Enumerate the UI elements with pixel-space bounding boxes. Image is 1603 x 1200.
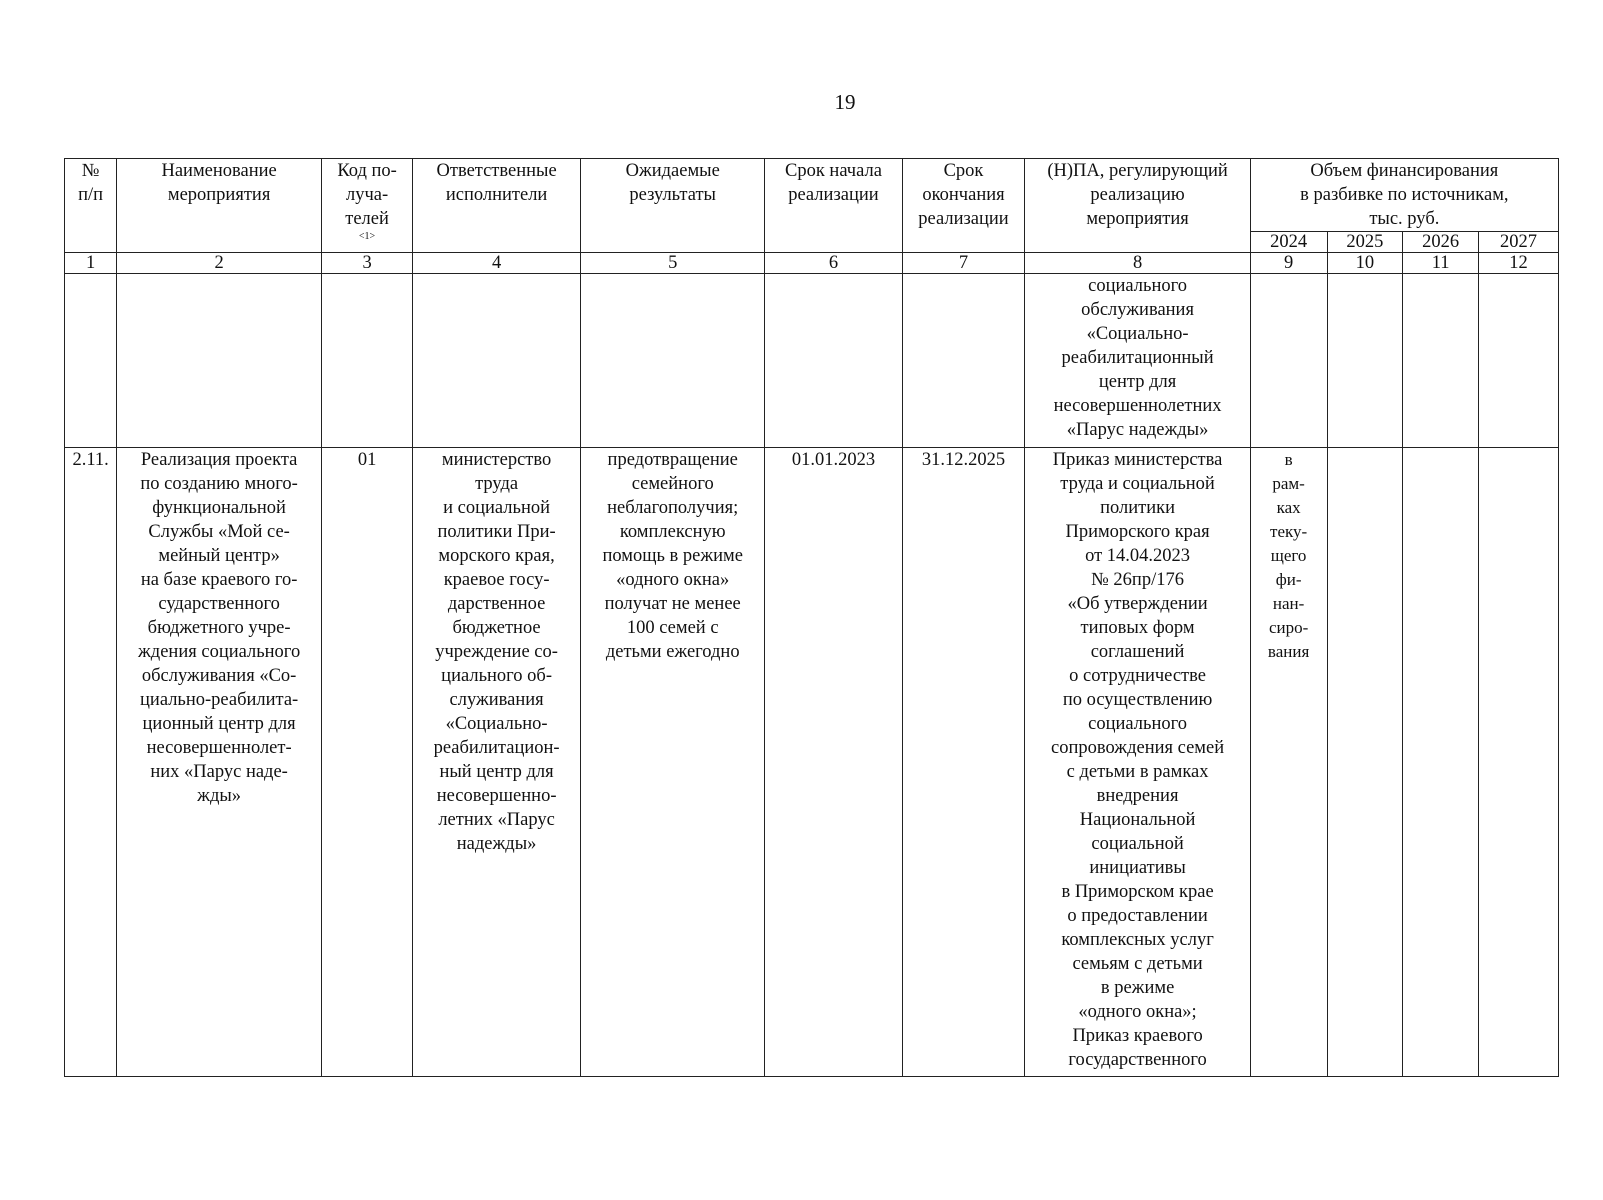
activities-table [64,158,1559,1077]
column-number: 12 [1479,253,1559,274]
column-number: 6 [765,253,902,274]
table-cell [322,274,413,448]
row-start-date: 01.01.2023 [765,448,902,1077]
row-funding-2024: в рам- ках теку- щего фи- нан- сиро- вания [1250,448,1327,1077]
table-cell [1479,274,1559,448]
header-number: № п/п [65,159,117,253]
row-activity-name: Реализация проекта по созданию много- функциональной Службы «Мой се- мейный центр» на базе краевого го- сударственного бюджетного учре- ждения социального обслуживания «Со- циально-реабилита- ционный центр для несовершеннолет- них «Парус наде- жды» [117,448,322,1077]
table-cell [1327,274,1403,448]
column-number: 9 [1250,253,1327,274]
header-executors: Ответственные исполнители [413,159,581,253]
column-number: 1 [65,253,117,274]
header-end-date: Срок окончания реализации [902,159,1025,253]
row-results: предотвращение семейного неблагополучия; комплексную помощь в режиме «одного окна» получат не менее 100 семей с детьми ежегодно [581,448,765,1077]
continuation-legal-acts: социального обслуживания «Социально- реабилитационный центр для несовершеннолетних «Парус надежды» [1025,274,1250,448]
table-cell [581,274,765,448]
row-funding-2025 [1327,448,1403,1077]
table-row [65,448,1559,1077]
row-number: 2.11. [65,448,117,1077]
header-row [65,159,1559,232]
column-number: 2 [117,253,322,274]
column-number: 3 [322,253,413,274]
header-start-date: Срок начала реализации [765,159,902,253]
header-recipient-code [322,159,413,253]
column-number: 5 [581,253,765,274]
row-executors: министерство труда и социальной политики При- морского края, краевое госу- дарственное бюджетное учреждение со- циального об- служивания «Социально- реабилитацион- ный центр для несовершенно- летних «Парус надежды» [413,448,581,1077]
column-number: 11 [1403,253,1479,274]
table-cell [765,274,902,448]
year-2027: 2027 [1479,232,1559,253]
row-funding-2027 [1479,448,1559,1077]
column-number: 10 [1327,253,1403,274]
year-2024: 2024 [1250,232,1327,253]
column-number: 4 [413,253,581,274]
table-cell [65,274,117,448]
table-cell [117,274,322,448]
row-legal-acts: Приказ министерства труда и социальной политики Приморского края от 14.04.2023 № 26пр/176 «Об утверждении типовых форм соглашений о сотрудничестве по осуществлению социального сопровождения семей с детьми в рамках внедрения Национальной социальной инициативы в Приморском крае о предоставлении комплексных услуг семьям с детьми в режиме «одного окна»; Приказ краевого государственного [1025,448,1250,1077]
header-activity-name: Наименование мероприятия [117,159,322,253]
column-number: 7 [902,253,1025,274]
row-funding-2026 [1403,448,1479,1077]
header-funding: Объем финансирования в разбивке по источникам, тыс. руб. [1250,159,1558,232]
row-recipient-code: 01 [322,448,413,1077]
table-cell [413,274,581,448]
row-end-date: 31.12.2025 [902,448,1025,1077]
table-cell [1250,274,1327,448]
page-number: 19 [834,90,856,114]
header-results: Ожидаемые результаты [581,159,765,253]
column-number: 8 [1025,253,1250,274]
header-legal-acts: (Н)ПА, регулирующий реализацию мероприятия [1025,159,1250,253]
year-2026: 2026 [1403,232,1479,253]
table-cell [902,274,1025,448]
continuation-row [65,274,1559,448]
footnote-marker: <1> [358,231,376,242]
header-recipient-code-label: Код по- луча- телей [337,161,397,229]
column-numbers-row [65,253,1559,274]
table-cell [1403,274,1479,448]
year-2025: 2025 [1327,232,1403,253]
